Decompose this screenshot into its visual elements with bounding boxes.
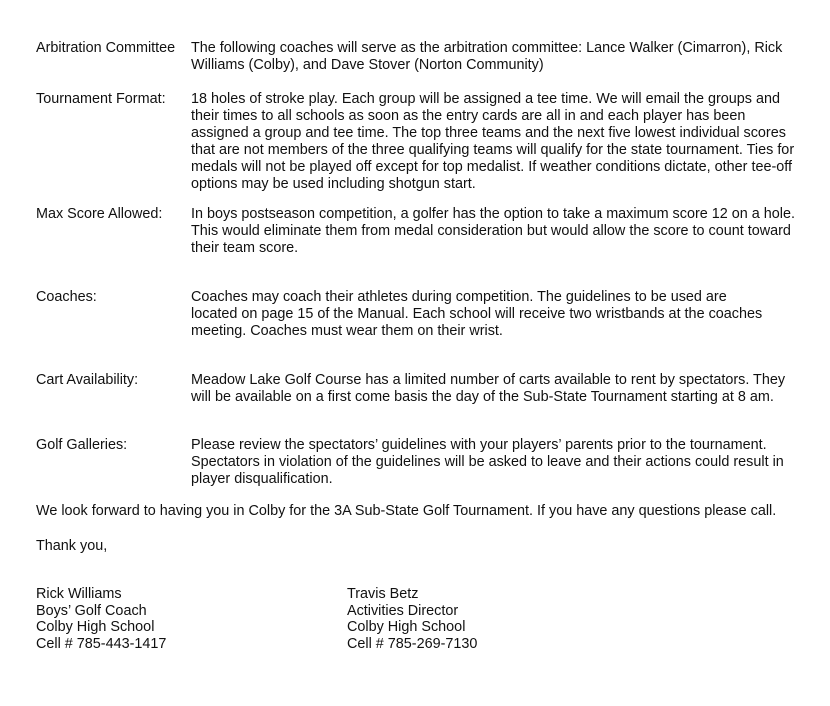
signature-school: Colby High School <box>347 619 466 635</box>
signature-cell: Cell # 785-269-7130 <box>347 635 478 652</box>
signature-title: Activities Director <box>347 602 459 619</box>
section-body <box>191 289 776 340</box>
paragraph: The following coaches will serve as the arbitration committee: Lance Walker (Cimarron), Rick Williams (Colby), and Dave Stover (Norton Community) <box>191 40 783 73</box>
signature-block-director <box>347 586 477 652</box>
signature-title: Boys’ Golf Coach <box>36 602 147 619</box>
paragraph: Coaches may coach their athletes during competition. The guidelines to be used are located on page 15 of the Manual. Each school will receive two wristbands at the coaches meeting. Coaches must wear them on their wrist. <box>191 289 763 339</box>
paragraph: This would eliminate them from medal consideration but would allow the score to count toward their team score. <box>191 223 791 256</box>
signature-name: Travis Betz <box>347 586 419 602</box>
paragraph: In boys postseason competition, a golfer has the option to take a maximum score 12 on a hole. <box>191 206 795 222</box>
section-label: Arbitration Committee <box>36 40 176 56</box>
section-body <box>191 372 801 406</box>
section-label: Cart Availability: <box>36 372 139 388</box>
section-label: Max Score Allowed: <box>36 206 163 222</box>
section-body <box>191 206 796 257</box>
section-label: Golf Galleries: <box>36 437 128 453</box>
signature-name: Rick Williams <box>36 586 122 602</box>
signature-school: Colby High School <box>36 619 155 635</box>
section-body <box>191 40 806 74</box>
closing-line: We look forward to having you in Colby for the 3A Sub-State Golf Tournament. If you have any questions please call. <box>36 503 777 519</box>
section-label: Tournament Format: <box>36 91 166 107</box>
paragraph: 18 holes of stroke play. Each group will be assigned a tee time. We will email the groups and their times to all schools as soon as the entry cards are all in and each player has been assigned a group and tee time. The top three teams and the next five lowest individual scores that are not members of the three qualifying teams will qualify for the state tournament. Ties for medals will not be played off except for top medalist. If weather conditions dictate, other tee-off options may be used including shotgun start. <box>191 91 795 192</box>
signature-block-coach <box>36 586 166 652</box>
paragraph: Meadow Lake Golf Course has a limited number of carts available to rent by spectators. They will be available on a first come basis the day of the Sub-State Tournament starting at 8 am. <box>191 372 786 405</box>
salutation: Thank you, <box>36 538 108 554</box>
signature-cell: Cell # 785-443-1417 <box>36 635 167 652</box>
section-body <box>191 437 801 488</box>
section-label: Coaches: <box>36 289 97 305</box>
section-body <box>191 91 796 193</box>
paragraph: Please review the spectators’ guidelines with your players’ parents prior to the tournament. Spectators in violation of the guidelines will be asked to leave and their actions could result in player disqualification. <box>191 437 784 487</box>
